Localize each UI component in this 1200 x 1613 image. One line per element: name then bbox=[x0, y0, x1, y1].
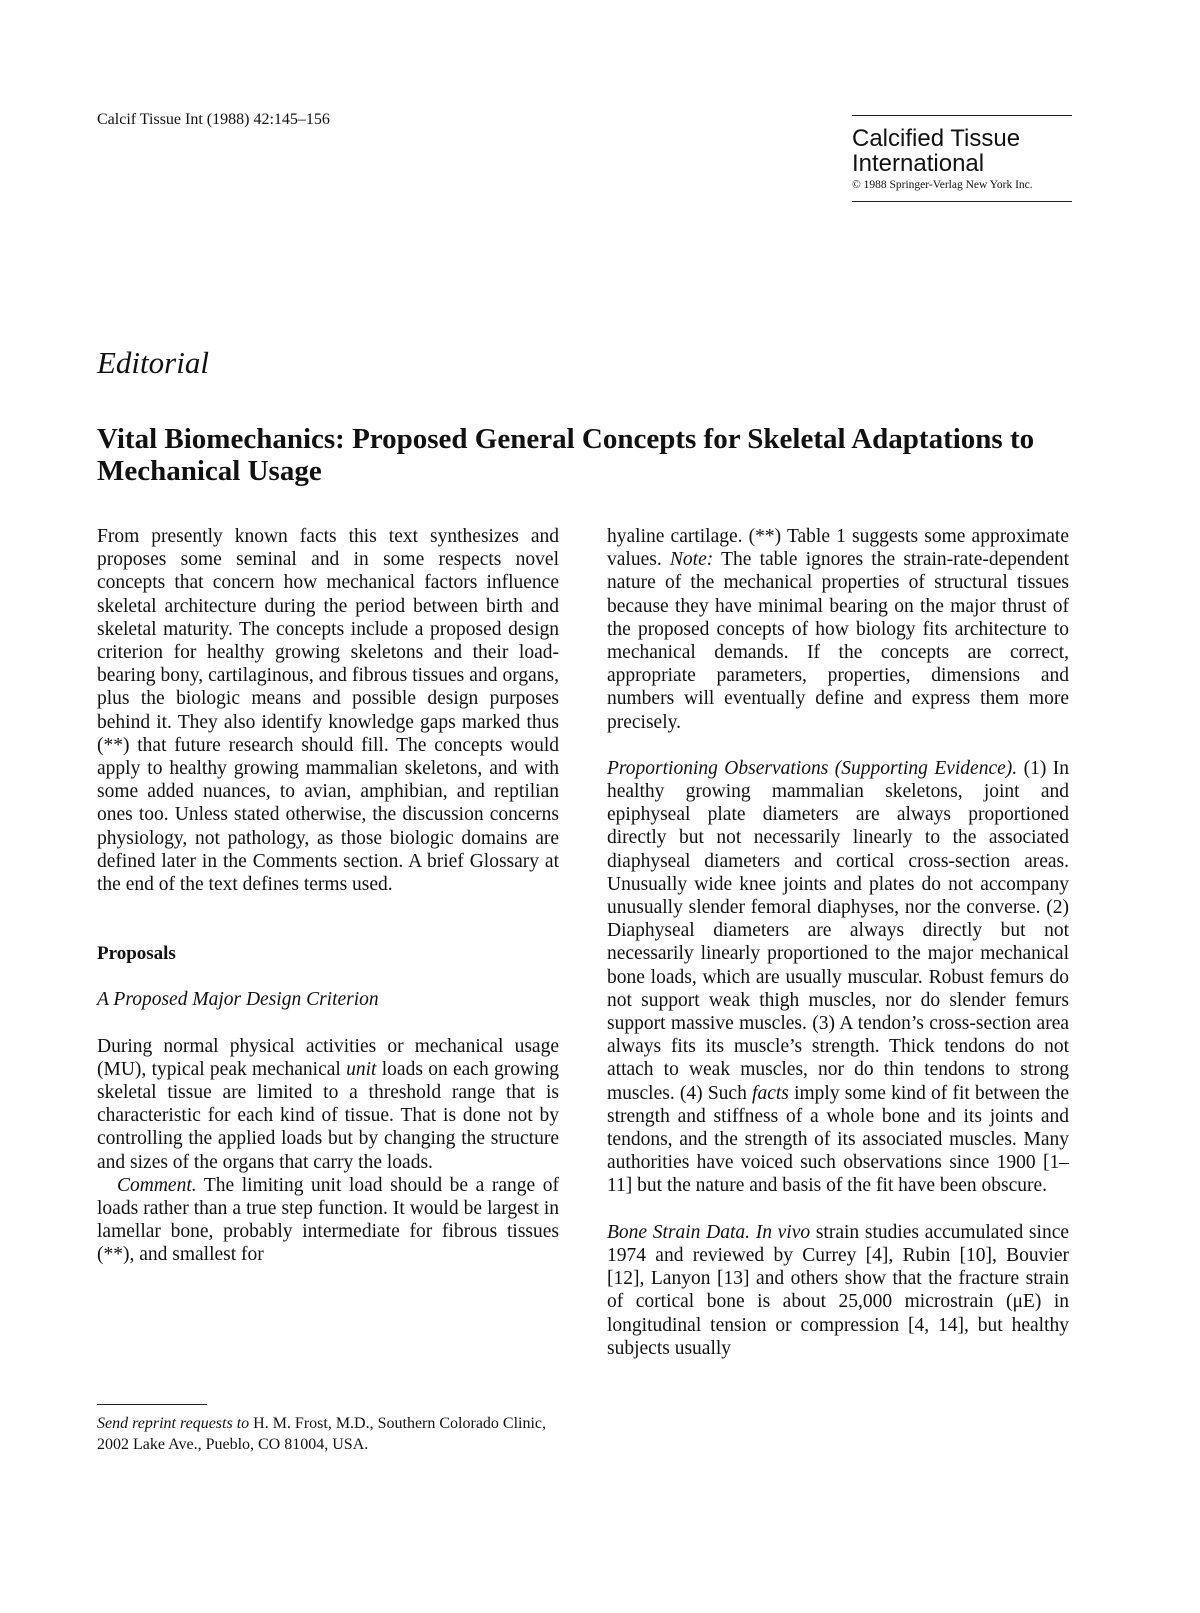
journal-name-line2: International bbox=[852, 150, 985, 177]
proportioning-paragraph: Proportioning Observations (Supporting Evidence). (1) In healthy growing mammalian skeletons, joint and epiphyseal plate diameters are always proportioned directly but not necessarily linearly to the associated diaphyseal diameters and cortical cross-section areas. Unusually wide knee joints and plates do not accompany unusually slender femoral diaphyses, nor the converse. (2) Diaphyseal diameters are always directly but not necessarily linearly proportioned to the major mechanical bone loads, which are usually muscular. Robust femurs do not support weak thigh muscles, nor do slender femurs support massive muscles. (3) A tendon’s cross-section area always fits its muscle’s strength. Thick tendons do not attach to weak muscles, nor do thin tendons to strong muscles. (4) Such facts imply some kind of fit between the strength and stiffness of a whole bone and its joints and tendons, and the strength of its associated muscles. Many authorities have voiced such observations since 1900 [1–11] but the nature and basis of the fit have been obscure. bbox=[607, 757, 1069, 1197]
article-title: Vital Biomechanics: Proposed General Concepts for Skeletal Adaptations to Mechanical Usage bbox=[97, 423, 1035, 487]
intro-paragraph: From presently known facts this text synthesizes and proposes some seminal and in some respects novel concepts that concern how mechanical factors influence skeletal architecture during the period between birth and skeletal maturity. The concepts include a proposed design criterion for healthy growing skeletons and their load-bearing bony, cartilaginous, and fibrous tissues and organs, plus the biologic means and possible design purposes behind it. They also identify knowledge gaps marked thus (**) that future research should fill. The concepts would apply to healthy growing mammalian skeletons, and with some added nuances, to avian, amphibian, and reptilian ones too. Unless stated otherwise, the discussion concerns physiology, not pathology, as those biologic domains are defined later in the Comments section. A brief Glossary at the end of the text defines terms used. bbox=[97, 526, 559, 896]
heading-proposals: Proposals bbox=[97, 943, 176, 965]
subheading-design-criterion: A Proposed Major Design Criterion bbox=[97, 989, 379, 1011]
left-column bbox=[97, 525, 559, 1267]
reprint-footnote: Send reprint requests to H. M. Frost, M.D., Southern Colorado Clinic, 2002 Lake Ave., Pueblo, CO 81004, USA. bbox=[97, 1415, 547, 1453]
copyright-notice: © 1988 Springer-Verlag New York Inc. bbox=[852, 179, 1033, 191]
continuation-paragraph: hyaline cartilage. (**) Table 1 suggests some approximate values. Note: The table ignores the strain-rate-dependent nature of the mechanical properties of structural tissues because they have minimal bearing on the major thrust of the proposed concepts of how biology fits architecture to mechanical demands. If the concepts are correct, appropriate parameters, properties, dimensions and numbers will eventually define and express them more precisely. bbox=[607, 526, 1069, 733]
criterion-paragraph: During normal physical activities or mechanical usage (MU), typical peak mechanical unit loads on each growing skeletal tissue are limited to a threshold range that is characteristic for each kind of tissue. That is done not by controlling the applied loads but by changing the structure and sizes of the organs that carry the loads. bbox=[97, 1035, 559, 1173]
comment-paragraph: Comment. The limiting unit load should be a range of loads rather than a true step function. It would be largest in lamellar bone, probably intermediate for fibrous tissues (**), and smallest for bbox=[97, 1174, 559, 1266]
right-column bbox=[607, 525, 1069, 1360]
footnote-divider bbox=[97, 1404, 207, 1405]
section-label: Editorial bbox=[97, 345, 209, 380]
journal-name-line1: Calcified Tissue bbox=[852, 125, 1021, 152]
journal-masthead bbox=[852, 115, 1072, 202]
journal-citation: Calcif Tissue Int (1988) 42:145–156 bbox=[97, 111, 330, 128]
bone-strain-paragraph: Bone Strain Data. In vivo strain studies accumulated since 1974 and reviewed by Currey [4], Rubin [10], Bouvier [12], Lanyon [13] and others show that the fracture strain of cortical bone is about 25,000 microstrain (μE) in longitudinal tension or compression [4, 14], but healthy subjects usually bbox=[607, 1221, 1069, 1359]
